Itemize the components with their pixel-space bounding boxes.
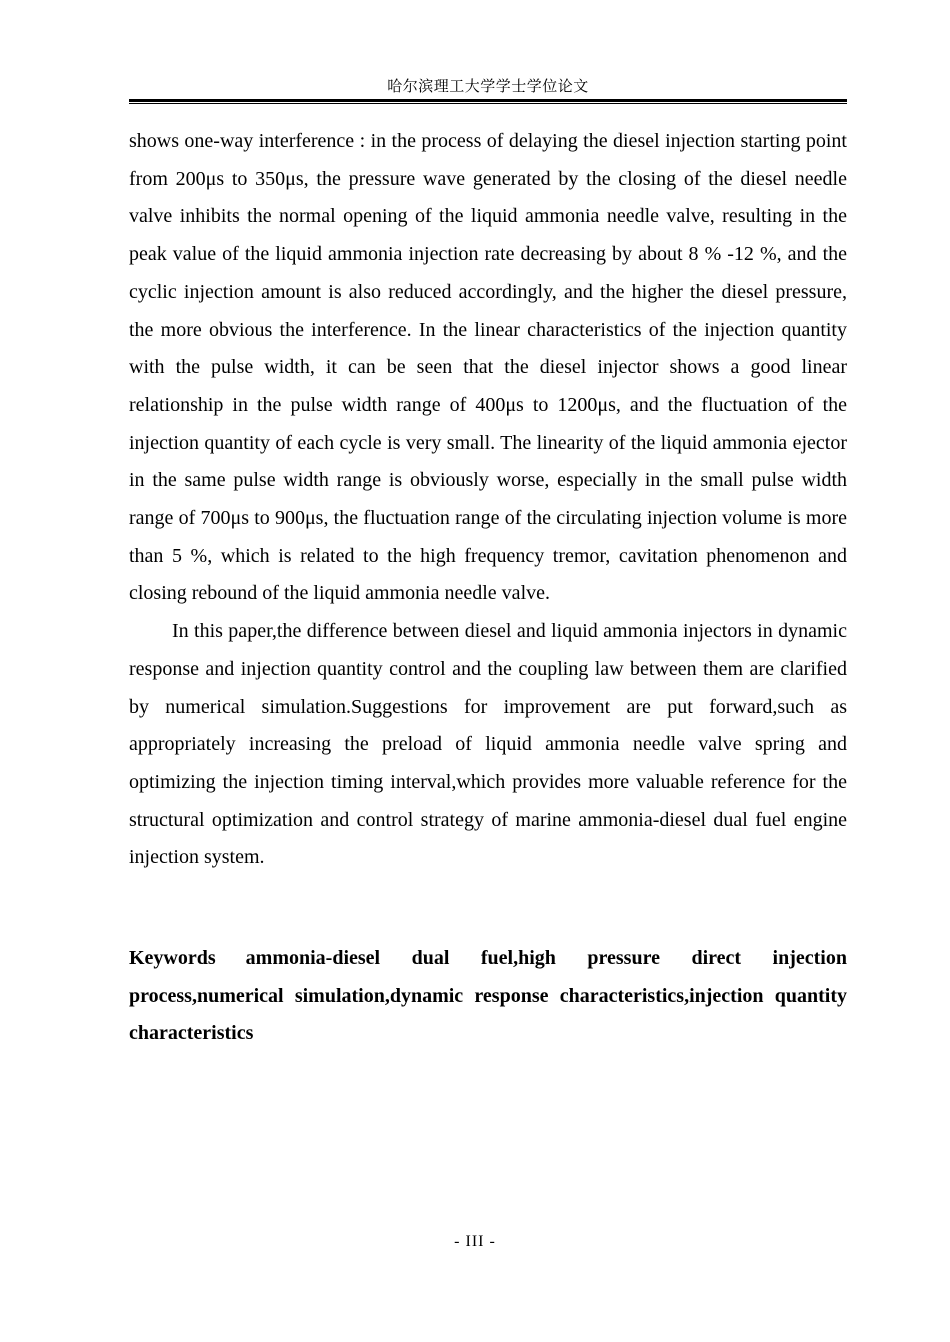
keywords-label: Keywords (129, 947, 216, 969)
paragraph-conclusion: In this paper,the difference between diesel and liquid ammonia injectors in dynamic response and injection quantity control and the coupling law between them are clarified by numerical simulation.Suggestions for improvement are put forward,such as appropriately increasing the preload of liquid ammonia needle valve spring and optimizing the injection timing interval,which provides more valuable reference for the structural optimization and control strategy of marine ammonia-diesel dual fuel engine injection system. (129, 620, 847, 869)
header-title: 哈尔滨理工大学学士学位论文 (387, 77, 589, 95)
page-header (129, 76, 847, 104)
paragraph-continued: shows one-way interference : in the process of delaying the diesel injection starting point from 200μs to 350μs, the pressure wave generated by the closing of the diesel needle valve inhibits the normal opening of the liquid ammonia needle valve, resulting in the peak value of the liquid ammonia injection rate decreasing by about 8 % -12 %, and the cyclic injection amount is also reduced accordingly, and the higher the diesel pressure, the more obvious the interference. In the linear characteristics of the injection quantity with the pulse width, it can be seen that the diesel injector shows a good linear relationship in the pulse width range of 400μs to 1200μs, and the fluctuation of the injection quantity of each cycle is very small. The linearity of the liquid ammonia ejector in the same pulse width range is obviously worse, especially in the small pulse width range of 700μs to 900μs, the fluctuation range of the circulating injection volume is more than 5 %, which is related to the high frequency tremor, cavitation phenomenon and closing rebound of the liquid ammonia needle valve. (129, 130, 847, 605)
keywords-text: ammonia-diesel dual fuel,high pressure direct injection process,numerical simulation,dynamic response characteristics,injection quantity characteristics (129, 947, 847, 1044)
header-rule (129, 99, 847, 104)
body-text (129, 123, 847, 877)
keywords-section (129, 940, 847, 1053)
page-number: - III - (454, 1233, 496, 1250)
